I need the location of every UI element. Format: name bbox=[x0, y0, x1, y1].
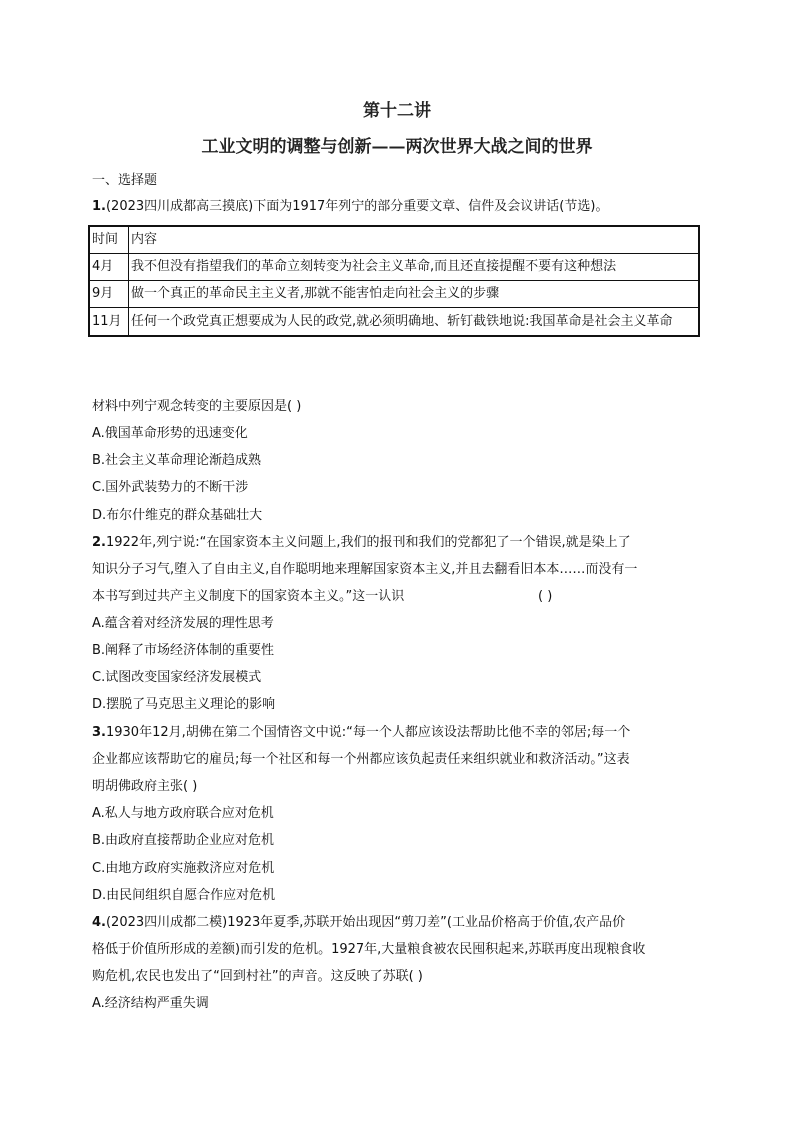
q4-line-1 bbox=[92, 914, 704, 932]
q2-answer-paren: ( ) bbox=[538, 589, 553, 604]
q2-option-b[interactable]: B.阐释了市场经济体制的重要性 bbox=[92, 643, 275, 658]
table-row bbox=[89, 281, 699, 308]
table-row bbox=[89, 254, 699, 281]
q2-text: 1922年,列宁说:“在国家资本主义问题上,我们的报刊和我们的党都犯了一个错误,就是染上了 bbox=[105, 535, 631, 550]
q4-line-3: 购危机,农民也发出了“回到村社”的声音。这反映了苏联( ) bbox=[92, 969, 423, 984]
q1-number: 1. bbox=[92, 199, 106, 214]
q2-line-2: 知识分子习气,堕入了自由主义,自作聪明地来理解国家资本主义,并且去翻看旧本本……而没有一 bbox=[92, 562, 638, 577]
lenin-table bbox=[88, 225, 700, 337]
q3-line-3: 明胡佛政府主张( ) bbox=[92, 779, 198, 794]
q1-stem-text: (2023四川成都高三摸底)下面为1917年列宁的部分重要文章、信件及会议讲话(节选)。 bbox=[105, 199, 609, 214]
q2-line-3 bbox=[92, 588, 704, 606]
q1-option-a[interactable]: A.俄国革命形势的迅速变化 bbox=[92, 426, 248, 441]
q2-text: 本书写到过共产主义制度下的国家资本主义。”这一认识 bbox=[92, 589, 405, 604]
q2-number: 2. bbox=[92, 535, 106, 550]
q4-number: 4. bbox=[92, 915, 106, 930]
q2-option-d[interactable]: D.摆脱了马克思主义理论的影响 bbox=[92, 697, 276, 712]
q3-option-b[interactable]: B.由政府直接帮助企业应对危机 bbox=[92, 833, 275, 848]
q2-option-a[interactable]: A.蕴含着对经济发展的理性思考 bbox=[92, 616, 274, 631]
q3-option-c[interactable]: C.由地方政府实施救济应对危机 bbox=[92, 861, 275, 876]
q3-text: 1930年12月,胡佛在第二个国情咨文中说:“每一个人都应该设法帮助比他不幸的邻居;每一个 bbox=[105, 725, 631, 740]
table-header-content: 内容 bbox=[129, 226, 700, 254]
q1-stem bbox=[92, 198, 704, 216]
table-row bbox=[89, 308, 699, 337]
q4-line-2: 格低于价值所形成的差额)而引发的危机。1927年,大量粮食被农民囤积起来,苏联再度出现粮食收 bbox=[92, 942, 646, 957]
section-heading: 一、选择题 bbox=[92, 173, 158, 188]
table-cell-content: 做一个真正的革命民主主义者,那就不能害怕走向社会主义的步骤 bbox=[129, 281, 700, 308]
q2-option-c[interactable]: C.试图改变国家经济发展模式 bbox=[92, 670, 262, 685]
q4-option-a[interactable]: A.经济结构严重失调 bbox=[92, 996, 209, 1011]
table-header-row bbox=[89, 226, 699, 254]
table-header-time: 时间 bbox=[89, 226, 129, 254]
q1-option-c[interactable]: C.国外武装势力的不断干涉 bbox=[92, 480, 249, 495]
table-cell-time: 4月 bbox=[89, 254, 129, 281]
q3-option-d[interactable]: D.由民间组织自愿合作应对危机 bbox=[92, 888, 276, 903]
lecture-title: 第十二讲 bbox=[363, 101, 431, 121]
table-cell-content: 任何一个政党真正想要成为人民的政党,就必须明确地、斩钉截铁地说:我国革命是社会主义革命 bbox=[129, 308, 700, 337]
q4-text: (2023四川成都二模)1923年夏季,苏联开始出现因“剪刀差”(工业品价格高于价值,农产品价 bbox=[105, 915, 626, 930]
table-cell-content: 我不但没有指望我们的革命立刻转变为社会主义革命,而且还直接提醒不要有这种想法 bbox=[129, 254, 700, 281]
q3-option-a[interactable]: A.私人与地方政府联合应对危机 bbox=[92, 806, 274, 821]
q2-line-1 bbox=[92, 534, 704, 552]
q3-line-2: 企业都应该帮助它的雇员;每一个社区和每一个州都应该负起责任来组织就业和救济活动。”这表 bbox=[92, 752, 630, 767]
q1-option-d[interactable]: D.布尔什维克的群众基础壮大 bbox=[92, 508, 263, 523]
table-cell-time: 9月 bbox=[89, 281, 129, 308]
table-cell-time: 11月 bbox=[89, 308, 129, 337]
q3-line-1 bbox=[92, 724, 704, 742]
q1-option-b[interactable]: B.社会主义革命理论渐趋成熟 bbox=[92, 453, 262, 468]
q1-prompt: 材料中列宁观念转变的主要原因是( ) bbox=[92, 399, 302, 414]
lecture-subtitle: 工业文明的调整与创新——两次世界大战之间的世界 bbox=[201, 137, 593, 157]
q3-number: 3. bbox=[92, 725, 106, 740]
